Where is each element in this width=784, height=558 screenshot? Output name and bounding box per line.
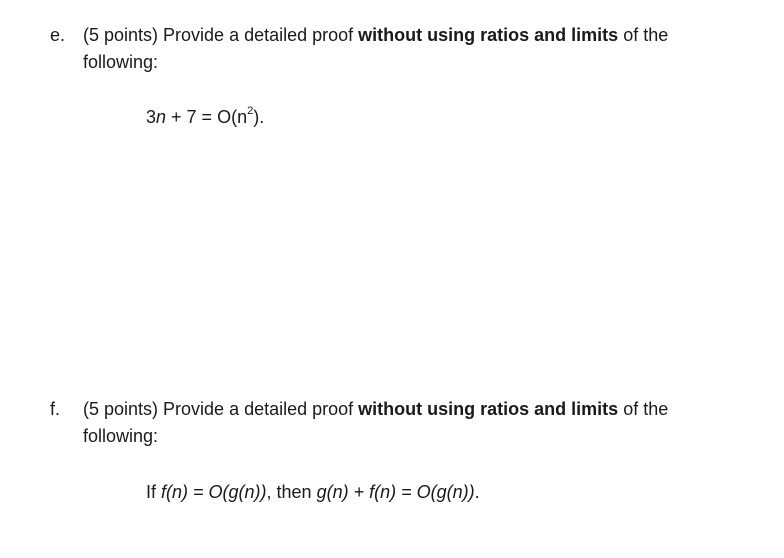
statement-emphasis: without using ratios and limits — [358, 25, 619, 45]
problem-label: e. — [50, 25, 66, 45]
statement-intro: (5 points) Provide a detailed proof — [83, 399, 359, 419]
formula-conclusion: g(n) + f(n) = O(g(n)) — [316, 482, 475, 502]
formula — [146, 105, 264, 129]
statement-outro: of the following: — [83, 25, 669, 72]
formula-variable: n — [156, 107, 167, 127]
formula-premise: f(n) = O(g(n)) — [161, 482, 267, 502]
formula-coefficient: 3 — [146, 107, 157, 127]
problem-statement — [83, 22, 743, 76]
statement-intro: (5 points) Provide a detailed proof — [83, 25, 359, 45]
formula — [146, 480, 480, 504]
problem-label: f. — [50, 399, 61, 419]
formula-tail: ). — [253, 107, 265, 127]
problem-statement — [83, 396, 743, 450]
formula-exponent: 2 — [247, 105, 254, 117]
formula-prefix: If — [146, 482, 162, 502]
statement-outro: of the following: — [83, 399, 669, 446]
formula-rest: + 7 = O(n — [166, 107, 248, 127]
statement-emphasis: without using ratios and limits — [358, 399, 619, 419]
formula-middle: , then — [266, 482, 317, 502]
formula-tail: . — [474, 482, 480, 502]
